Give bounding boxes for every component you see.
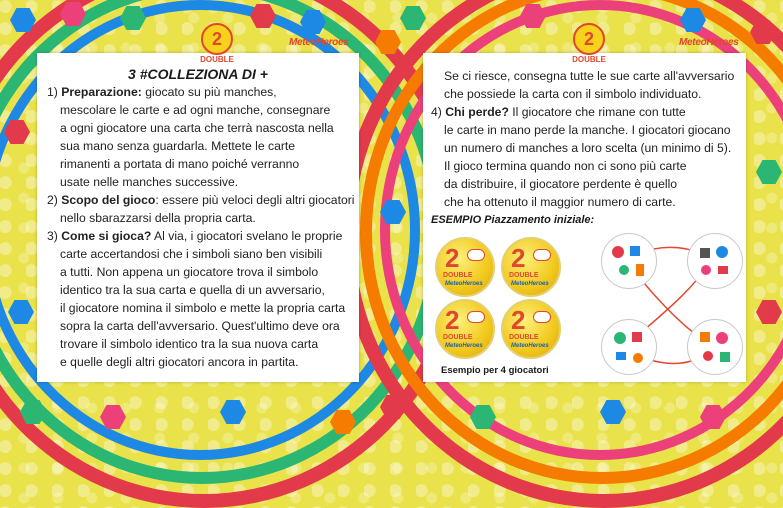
game-card-back: 2 DOUBLE MeteoHeroes [501,299,561,359]
symbol-icons [688,320,742,374]
game-card-back: 2 DOUBLE MeteoHeroes [435,299,495,359]
rule-item-2: 2) Scopo del gioco: essere più veloci degli altri giocatori [47,193,355,207]
symbol-card-bottom-right [687,319,743,375]
example-caption: Esempio per 4 giocatori [441,365,549,376]
logo-number: 2 [573,23,605,55]
example-title: ESEMPIO Piazzamento iniziale: [431,214,595,226]
double-logo [197,23,237,67]
hex-decoration [400,6,426,30]
brand-logo: MeteoHeroes [679,37,739,48]
game-card-back: 2 DOUBLE MeteoHeroes [435,237,495,297]
section-title: 3 #COLLEZIONA DI + [128,66,268,82]
double-logo [569,23,609,67]
symbol-icons [688,234,742,288]
symbol-card-top-right [687,233,743,289]
game-card-back: 2 DOUBLE MeteoHeroes [501,237,561,297]
rules-card-left [37,29,359,382]
brand-logo: MeteoHeroes [289,37,349,48]
logo-word: DOUBLE [200,55,234,64]
logo-number: 2 [201,23,233,55]
rule-item-3: 3) Come si gioca? Al via, i giocatori svelano le proprie [47,229,343,243]
rules-text: 1) Preparazione: giocato su più manches, mescolare le carte e ad ogni manche, consegnare a ogni giocatore una carta che terrà nascosta nella sua mano senza guardarla. Mettete le carte rimanenti a portata di mano poiché verranno usate nelle manches successive. 2) Scopo del gioco: essere più veloci degli altri giocatori nello sbarazzarsi della propria carta. 3) Come si gioca? Al via, i giocatori svelano le proprie carte accertandosi che i simboli siano ben visibili a tutti. Non appena un giocatore trova il simbolo identico tra la sua carta e quella di un avversario, il giocatore nomina il simbolo e mette la propria carta sopra la carta dell'avversario. Quest'ultimo deve ora trovare il simbolo identico tra la sua nuova carta e quelle degli altri giocatori ancora in partita. [47,83,357,371]
rules-card-right [423,29,746,382]
symbol-icons [602,234,656,288]
rules-text: Se ci riesce, consegna tutte le sue carte all'avversario che possiede la carta con il simbolo individuato. 4) Chi perde? Il giocatore che rimane con tutte le carte in mano perde la manche. I giocatori giocano un numero di manches a loro scelta (un minimo di 5). Il gioco termina quando non ci sono più carte da distribuire, il giocatore perdente è quello che ha ottenuto il maggior numero di carte. [431,67,743,211]
rule-item-1: 1) Preparazione: giocato su più manches, [47,85,277,99]
symbol-card-bottom-left [601,319,657,375]
logo-word: DOUBLE [572,55,606,64]
symbol-card-top-left [601,233,657,289]
rule-item-4: 4) Chi perde? Il giocatore che rimane con tutte [431,105,686,119]
symbol-icons [602,320,656,374]
